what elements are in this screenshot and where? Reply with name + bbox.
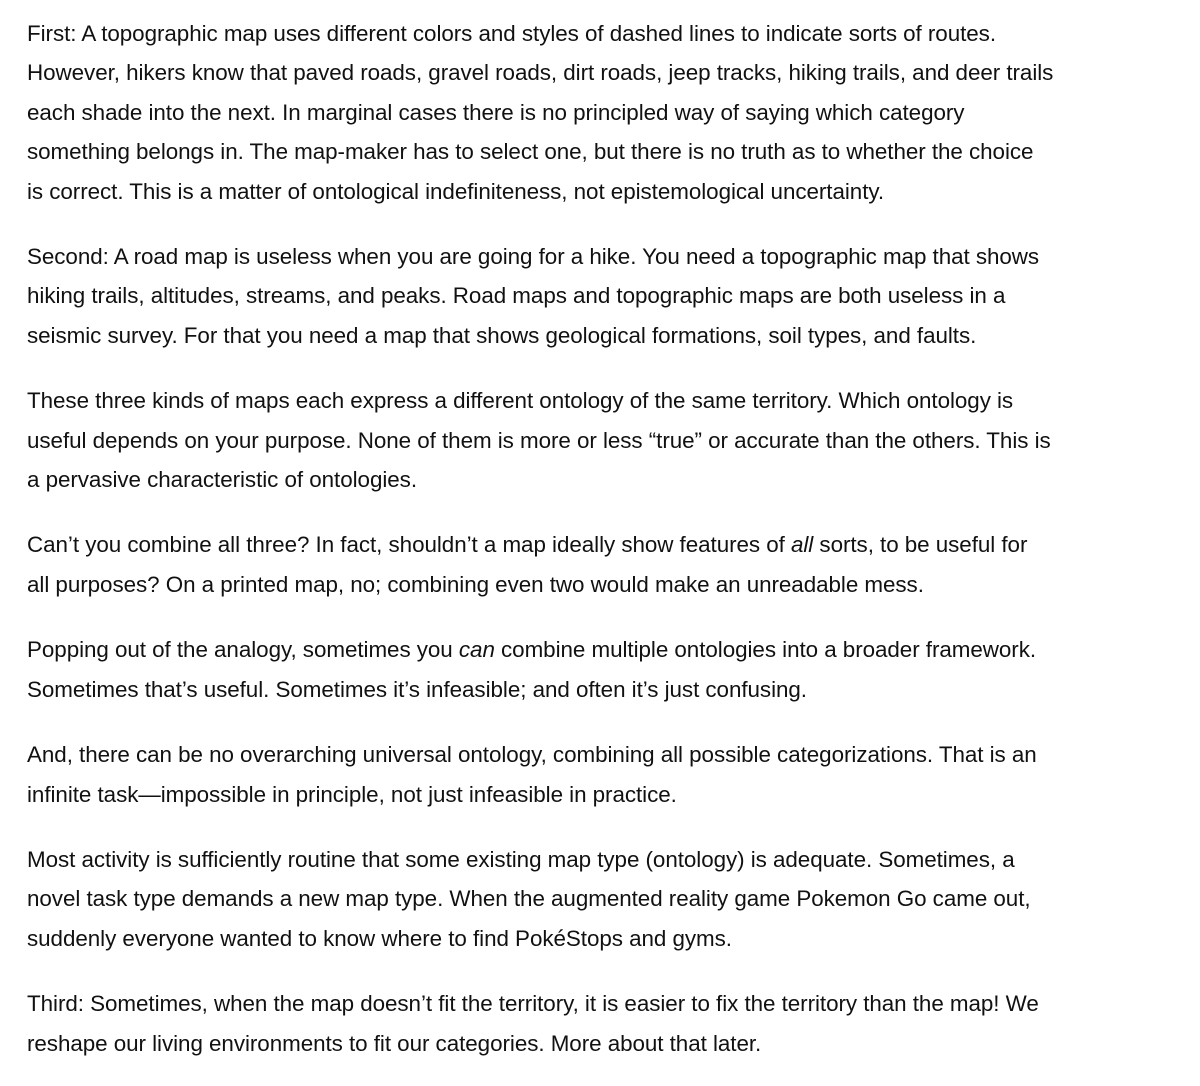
paragraph-second [27, 237, 1187, 355]
text-run: Most activity is sufficiently routine that some existing map type (ontology) is adequate. Sometimes, a [27, 846, 1015, 872]
emphasis-text: all [790, 532, 814, 558]
text-line [27, 172, 1187, 211]
text-run: each shade into the next. In marginal cases there is no principled way of saying which category [27, 99, 965, 125]
document-body [27, 14, 1187, 1063]
text-line [27, 879, 1187, 918]
emphasis-text: can [458, 637, 495, 663]
text-line [27, 53, 1187, 92]
text-line [27, 460, 1187, 499]
text-line [27, 316, 1187, 355]
text-run: Can’t you combine all three? In fact, shouldn’t a map ideally show features of [27, 532, 791, 558]
text-run: is correct. This is a matter of ontological indefiniteness, not epistemological uncertainty. [27, 178, 885, 204]
text-line [27, 670, 1187, 709]
text-line [27, 237, 1187, 276]
text-run: Popping out of the analogy, sometimes you [27, 637, 459, 663]
text-run: sorts, to be useful for [813, 532, 1028, 558]
text-run: reshape our living environments to fit our categories. More about that later. [27, 1030, 762, 1056]
text-line [27, 14, 1187, 53]
paragraph-first [27, 14, 1187, 211]
text-run: all purposes? On a printed map, no; combining even two would make an unreadable mess. [27, 571, 924, 597]
text-line [27, 565, 1187, 604]
text-line [27, 735, 1187, 774]
paragraph-third [27, 984, 1187, 1063]
text-line [27, 276, 1187, 315]
text-line [27, 93, 1187, 132]
paragraph-popping-out [27, 630, 1187, 709]
text-run: seismic survey. For that you need a map that shows geological formations, soil types, and faults. [27, 322, 977, 348]
text-run: a pervasive characteristic of ontologies. [27, 467, 417, 493]
text-run: Third: Sometimes, when the map doesn’t fit the territory, it is easier to fix the territory than the map! We [27, 991, 1039, 1017]
paragraph-universal-ontology [27, 735, 1187, 814]
text-run: useful depends on your purpose. None of them is more or less “true” or accurate than the others. This is [27, 427, 1051, 453]
text-run: And, there can be no overarching universal ontology, combining all possible categorizations. That is an [27, 742, 1037, 768]
text-run: First: A topographic map uses different colors and styles of dashed lines to indicate sorts of routes. [27, 21, 997, 46]
text-run: Sometimes that’s useful. Sometimes it’s infeasible; and often it’s just confusing. [27, 676, 807, 702]
text-run: Second: A road map is useless when you are going for a hike. You need a topographic map that shows [27, 244, 1040, 270]
text-line [27, 421, 1187, 460]
text-line [27, 840, 1187, 879]
text-run: combine multiple ontologies into a broader framework. [494, 637, 1037, 663]
text-line [27, 1024, 1187, 1063]
text-run: hiking trails, altitudes, streams, and peaks. Road maps and topographic maps are both useless in a [27, 283, 1006, 309]
text-run: infinite task—impossible in principle, not just infeasible in practice. [27, 781, 677, 807]
text-run: However, hikers know that paved roads, gravel roads, dirt roads, jeep tracks, hiking trails, and deer trails [27, 60, 1054, 86]
paragraph-combine [27, 525, 1187, 604]
text-line [27, 525, 1187, 564]
text-line [27, 630, 1187, 669]
text-line [27, 919, 1187, 958]
text-line [27, 132, 1187, 171]
text-line [27, 775, 1187, 814]
paragraph-three-kinds [27, 381, 1187, 499]
text-run: novel task type demands a new map type. When the augmented reality game Pokemon Go came out, [27, 886, 1031, 912]
text-line [27, 984, 1187, 1023]
text-run: suddenly everyone wanted to know where to find PokéStops and gyms. [27, 925, 732, 951]
paragraph-most-activity [27, 840, 1187, 958]
text-run: These three kinds of maps each express a different ontology of the same territory. Which ontology is [27, 388, 1014, 414]
text-run: something belongs in. The map-maker has to select one, but there is no truth as to whether the choice [27, 139, 1034, 165]
text-line [27, 381, 1187, 420]
